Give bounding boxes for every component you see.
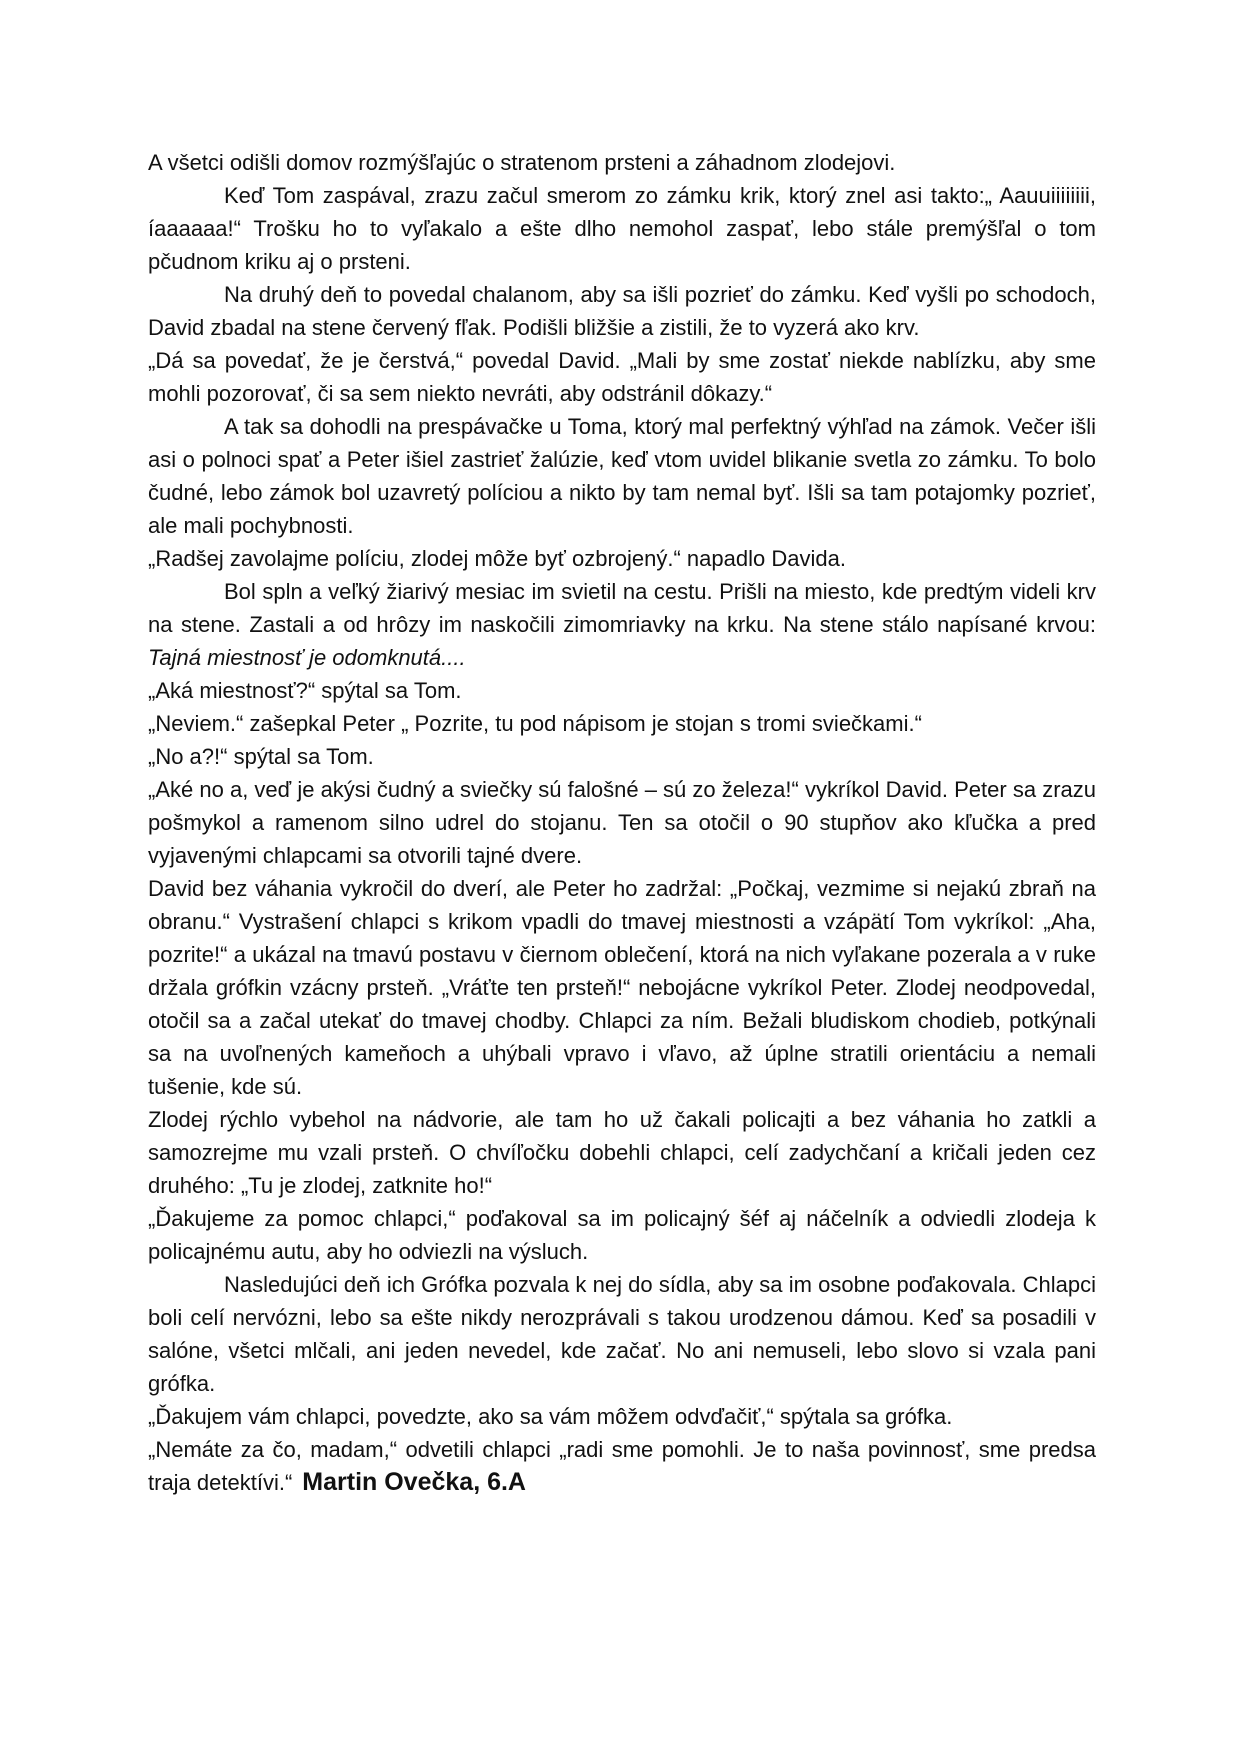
paragraph-text: „Ďakujeme za pomoc chlapci,“ poďakoval sa im policajný šéf aj náčelník a odviedli zlodeja k policajnému autu, aby ho odviezli na výsluch.	[148, 1206, 1096, 1264]
paragraph	[148, 872, 1096, 1103]
paragraph-text: „Radšej zavolajme políciu, zlodej môže byť ozbrojený.“ napadlo Davida.	[148, 546, 846, 571]
paragraph	[148, 278, 1096, 344]
paragraph	[148, 1400, 1096, 1433]
paragraph-text: David bez váhania vykročil do dverí, ale Peter ho zadržal: „Počkaj, vezmime si nejakú zbraň na obranu.“ Vystrašení chlapci s krikom vpadli do tmavej miestnosti a vzápätí Tom vykríkol: „Aha, pozrite!“ a ukázal na tmavú postavu v čiernom oblečení, ktorá na nich vyľakane pozerala a v ruke držala grófkin vzácny prsteň. „Vráťte ten prsteň!“ nebojácne vykríkol Peter. Zlodej neodpovedal, otočil sa a začal utekať do tmavej chodby. Chlapci za ním. Bežali bludiskom chodieb, potkýnali sa na uvoľnených kameňoch a uhýbali vpravo i vľavo, až úplne stratili orientáciu a nemali tušenie, kde sú.	[148, 876, 1096, 1099]
paragraph	[148, 1202, 1096, 1268]
paragraph-text: Na druhý deň to povedal chalanom, aby sa išli pozrieť do zámku. Keď vyšli po schodoch, David zbadal na stene červený fľak. Podišli bližšie a zistili, že to vyzerá ako krv.	[148, 282, 1096, 340]
paragraph-text: „Neviem.“ zašepkal Peter „ Pozrite, tu pod nápisom je stojan s tromi sviečkami.“	[148, 711, 922, 736]
paragraph	[148, 179, 1096, 278]
paragraph-text: „Aká miestnosť?“ spýtal sa Tom.	[148, 678, 462, 703]
paragraph-text: A všetci odišli domov rozmýšľajúc o stratenom prsteni a záhadnom zlodejovi.	[148, 150, 896, 175]
paragraph	[148, 146, 1096, 179]
paragraph	[148, 575, 1096, 674]
paragraph-text: „Dá sa povedať, že je čerstvá,“ povedal David. „Mali by sme zostať niekde nablízku, aby sme mohli pozorovať, či sa sem niekto nevráti, aby odstránil dôkazy.“	[148, 348, 1096, 406]
paragraph	[148, 674, 1096, 707]
document-page	[148, 146, 1096, 1499]
paragraph	[148, 344, 1096, 410]
paragraph-text: „Ďakujem vám chlapci, povedzte, ako sa vám môžem odvďačiť,“ spýtala sa grófka.	[148, 1404, 953, 1429]
paragraph	[148, 1103, 1096, 1202]
paragraph-text: „Nemáte za čo, madam,“ odvetili chlapci „radi sme pomohli. Je to naša povinnosť, sme predsa traja detektívi.“	[148, 1437, 1096, 1495]
paragraph	[148, 410, 1096, 542]
paragraph	[148, 740, 1096, 773]
paragraph-text: „Aké no a, veď je akýsi čudný a sviečky sú falošné – sú zo železa!“ vykríkol David. Peter sa zrazu pošmykol a ramenom silno udrel do stojanu. Ten sa otočil o 90 stupňov ako kľučka a pred vyjavenými chlapcami sa otvorili tajné dvere.	[148, 777, 1096, 868]
paragraph-text: Bol spln a veľký žiarivý mesiac im svietil na cestu. Prišli na miesto, kde predtým videli krv na stene. Zastali a od hrôzy im naskočili zimomriavky na krku. Na stene stálo napísané krvou:	[148, 579, 1096, 637]
paragraph-text: Nasledujúci deň ich Grófka pozvala k nej do sídla, aby sa im osobne poďakovala. Chlapci boli celí nervózni, lebo sa ešte nikdy nerozprávali s takou urodzenou dámou. Keď sa posadili v salóne, všetci mlčali, ani jeden nevedel, kde začať. No ani nemuseli, lebo slovo si vzala pani grófka.	[148, 1272, 1096, 1396]
paragraph	[148, 773, 1096, 872]
paragraph-text: „No a?!“ spýtal sa Tom.	[148, 744, 374, 769]
paragraph-text: Keď Tom zaspával, zrazu začul smerom zo zámku krik, ktorý znel asi takto:„ Aauuiiiiiiii, íaaaaaa!“ Trošku ho to vyľakalo a ešte dlho nemohol zaspať, lebo stále premýšľal o tom pčudnom kriku aj o prsteni.	[148, 183, 1096, 274]
paragraph	[148, 1433, 1096, 1499]
paragraph	[148, 707, 1096, 740]
author-signature: Martin Ovečka, 6.A	[302, 1468, 526, 1496]
paragraph	[148, 542, 1096, 575]
paragraph-text: A tak sa dohodli na prespávačke u Toma, ktorý mal perfektný výhľad na zámok. Večer išli asi o polnoci spať a Peter išiel zastrieť žalúzie, keď vtom uvidel blikanie svetla zo zámku. To bolo čudné, lebo zámok bol uzavretý políciou a nikto by tam nemal byť. Išli sa tam potajomky pozrieť, ale mali pochybnosti.	[148, 414, 1096, 538]
paragraph-text: Zlodej rýchlo vybehol na nádvorie, ale tam ho už čakali policajti a bez váhania ho zatkli a samozrejme mu vzali prsteň. O chvíľočku dobehli chlapci, celí zadychčaní a kričali jeden cez druhého: „Tu je zlodej, zatknite ho!“	[148, 1107, 1096, 1198]
inscription-text: Tajná miestnosť je odomknutá....	[148, 645, 466, 670]
paragraph	[148, 1268, 1096, 1400]
